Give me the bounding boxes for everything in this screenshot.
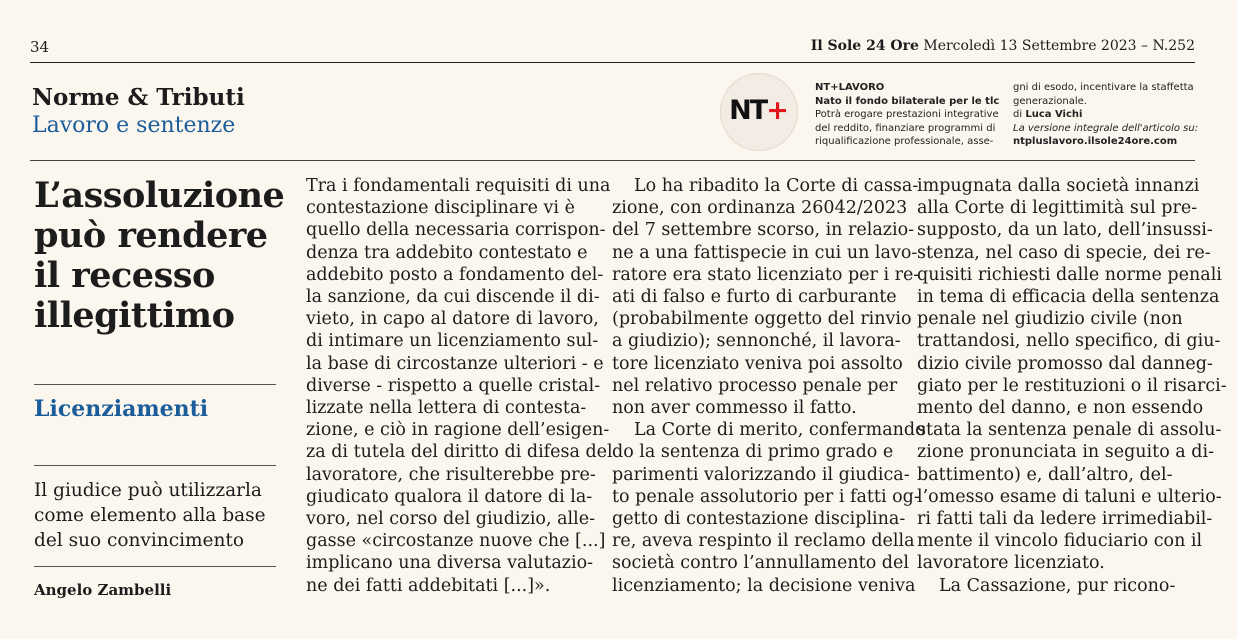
- text-line: lavoratore licenziato.: [917, 553, 1105, 574]
- text-line: zione, con ordinanza 26042/2023: [612, 198, 908, 219]
- text-line: stenza, nel caso di specie, dei re-: [917, 242, 1211, 263]
- text-line: La Cassazione, pur ricono-: [939, 575, 1176, 596]
- text-line: to penale assolutorio per i fatti og-: [612, 486, 920, 507]
- text-line: quello della necessaria corrispon-: [306, 220, 606, 241]
- text-line: del 7 settembre scorso, in relazio-: [612, 220, 915, 241]
- text-line: di intimare un licenziamento sul-: [306, 331, 599, 352]
- text-line: diverse - rispetto a quelle cristal-: [306, 375, 601, 396]
- text-line: parimenti valorizzando il giudica-: [612, 464, 910, 485]
- text-line: lizzate nella lettera di contesta-: [306, 398, 587, 419]
- article-summary: Il giudice può utilizzarla come elemento alla base del suo convincimento: [34, 480, 266, 551]
- text-line: denza tra addebito contestato e: [306, 242, 588, 263]
- section-divider: [30, 160, 1195, 161]
- text-line: la sanzione, da cui discende il di-: [306, 287, 600, 308]
- text-line: za di tutela del diritto di difesa del: [306, 442, 613, 463]
- text-line: lavoratore, che risulterebbe pre-: [306, 464, 596, 485]
- divider: [34, 465, 276, 466]
- text-line: penale nel giudizio civile (non: [917, 309, 1183, 330]
- text-line: ne a una fattispecie in cui un lavo-: [612, 242, 918, 263]
- text-line: Lo ha ribadito la Corte di cassa-: [634, 176, 919, 196]
- text-line: La Corte di merito, confermando: [634, 420, 926, 441]
- text-line: dizio civile promosso dal danneg-: [917, 353, 1213, 374]
- text-line: nel relativo processo penale per: [612, 375, 898, 396]
- text-line: a giudizio); sennonché, il lavora-: [612, 331, 901, 352]
- text-line: zione, e ciò in ragione dell’esigen-: [306, 420, 610, 441]
- paragraph: [612, 419, 926, 597]
- text-line: contestazione disciplinare vi è: [306, 198, 575, 219]
- text-line: implicano una diversa valutazio-: [306, 553, 594, 574]
- text-line: voro, nel corso del giudizio, alle-: [306, 509, 595, 530]
- text-line: quisiti richiesti dalle norme penali: [917, 264, 1222, 285]
- text-line: do la sentenza di primo grado e: [612, 442, 894, 463]
- promo-kicker: NT+LAVORO: [815, 82, 885, 93]
- promo-author: di Luca Vichi: [1013, 109, 1083, 120]
- text-line: supposto, da un lato, dell’insussi-: [917, 220, 1213, 241]
- promo-note: La versione integrale dell'articolo su:: [1013, 122, 1199, 134]
- text-line: tore licenziato veniva poi assolto: [612, 353, 903, 374]
- text-line: zione pronunciata in seguito a di-: [917, 442, 1214, 463]
- text-line: addebito posto a fondamento del-: [306, 264, 604, 285]
- text-line: alla Corte di legittimità sul pre-: [917, 198, 1198, 219]
- promo-box: [815, 81, 1000, 149]
- article-headline: L’assoluzione può rendere il recesso illegittimo: [34, 175, 285, 336]
- paragraph: [306, 175, 613, 597]
- text-line: ratore era stato licenziato per i re-: [612, 264, 920, 285]
- paragraph: [917, 575, 1199, 597]
- text-line: Tra i fondamentali requisiti di una: [306, 176, 611, 196]
- text-line: licenziamento; la decisione veniva: [612, 575, 916, 596]
- page-number: 34: [30, 38, 50, 56]
- header-divider: [30, 62, 1195, 63]
- text-line: trattandosi, nello specifico, di giu-: [917, 331, 1221, 352]
- text-line: la base di circostanze ulteriori - e: [306, 353, 604, 374]
- text-line: gasse «circostanze nuove che [...]: [306, 531, 606, 552]
- text-line: ri fatti tali da ledere irrimediabil-: [917, 509, 1213, 530]
- article-column-3: [917, 175, 1227, 597]
- promo-title[interactable]: Nato il fondo bilaterale per le tlc: [815, 95, 1000, 107]
- text-line: giato per le restituzioni o il risarci-: [917, 375, 1227, 396]
- article-column-1: [306, 175, 613, 597]
- text-line: impugnata dalla società innanzi: [917, 176, 1200, 196]
- text-line: ne dei fatti addebitati [...]».: [306, 575, 551, 596]
- text-line: l’omesso esame di taluni e ulterio-: [917, 486, 1222, 507]
- paragraph: [917, 175, 1227, 575]
- text-line: in tema di efficacia della sentenza: [917, 287, 1220, 308]
- promo-text: Potrà erogare prestazioni integrative del reddito, finanziare programmi di riqualificazione professionale, asse-: [815, 109, 999, 147]
- divider: [34, 384, 276, 385]
- text-line: società contro l’annullamento del: [612, 553, 909, 574]
- text-line: ati di falso e furto di carburante: [612, 287, 897, 308]
- text-line: mento del danno, e non essendo: [917, 398, 1204, 419]
- text-line: vieto, in capo al datore di lavoro,: [306, 309, 599, 330]
- section-subtitle: Lavoro e sentenze: [32, 113, 236, 138]
- text-line: mente il vincolo fiduciario con il: [917, 531, 1203, 552]
- promo-link[interactable]: ntpluslavoro.ilsole24ore.com: [1013, 136, 1178, 147]
- article-tag: Licenziamenti: [34, 396, 209, 422]
- article-column-2: [612, 175, 926, 597]
- masthead-date: Mercoledì 13 Settembre 2023 – N.252: [923, 38, 1195, 54]
- masthead-brand: Il Sole 24 Ore: [810, 38, 919, 54]
- promo-box-continued: gni di esodo, incentivare la staffetta generazionale. di Luca Vichi La versione integrale dell'articolo su: ntpluslavoro.ilsole24ore.com: [1013, 81, 1203, 149]
- text-line: battimento) e, dall’altro, del-: [917, 464, 1173, 485]
- nt-plus-logo-text: NT+: [729, 95, 787, 126]
- text-line: giudicato qualora il datore di la-: [306, 486, 593, 507]
- text-line: non aver commesso il fatto.: [612, 398, 857, 419]
- text-line: stata la sentenza penale di assolu-: [917, 420, 1222, 441]
- text-line: (probabilmente oggetto del rinvio: [612, 309, 912, 330]
- text-line: getto di contestazione disciplina-: [612, 509, 906, 530]
- section-title: Norme & Tributi: [32, 84, 245, 111]
- divider: [34, 566, 276, 567]
- paragraph: [612, 175, 920, 419]
- text-line: re, aveva respinto il reclamo della: [612, 531, 915, 552]
- article-author: Angelo Zambelli: [34, 581, 172, 599]
- masthead: [811, 38, 1195, 54]
